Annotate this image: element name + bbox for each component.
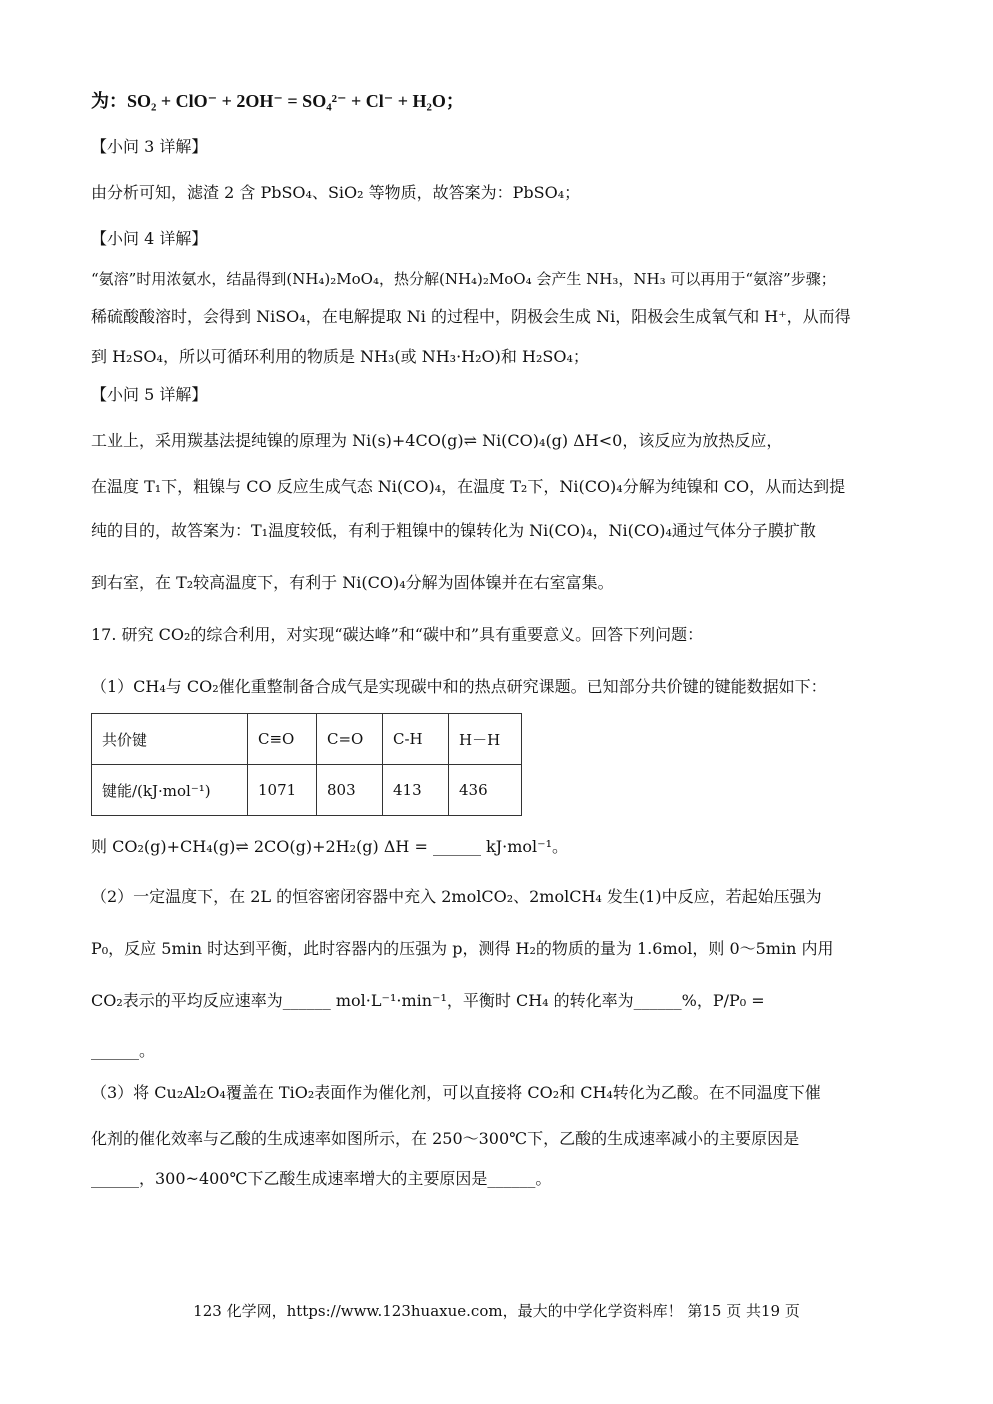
table-cell: C-H [383, 714, 449, 765]
text-line: 稀硫酸酸溶时，会得到 NiSO₄，在电解提取 Ni 的过程中，阴极会生成 Ni，阳极会生成氧气和 H⁺，从而得 [91, 307, 851, 326]
table-cell: 413 [383, 765, 449, 816]
text-line: 由分析可知，滤渣 2 含 PbSO₄、SiO₂ 等物质，故答案为：PbSO₄； [91, 183, 581, 202]
bond-energy-table [91, 713, 522, 816]
table-row [92, 714, 522, 765]
text-line: ______。 [91, 1041, 156, 1060]
text-line: 工业上，采用羰基法提纯镍的原理为 Ni(s)+4CO(g)⇌ Ni(CO)₄(g) ΔH<0，该反应为放热反应， [91, 431, 783, 450]
text-line: 则 CO₂(g)+CH₄(g)⇌ 2CO(g)+2H₂(g) ΔH = ______ kJ·mol⁻¹。 [91, 837, 569, 856]
page-footer: 123 化学网，https://www.123huaxue.com，最大的中学化学资料库！ 第15 页 共19 页 [193, 1302, 800, 1320]
text-line: P₀，反应 5min 时达到平衡，此时容器内的压强为 p，测得 H₂的物质的量为 1.6mol，则 0～5min 内用 [91, 939, 834, 958]
text-line: （1）CH₄与 CO₂催化重整制备合成气是实现碳中和的热点研究课题。已知部分共价键的键能数据如下： [91, 677, 827, 696]
text-line: 到 H₂SO₄，所以可循环利用的物质是 NH₃(或 NH₃·H₂O)和 H₂SO₄； [91, 347, 589, 366]
section-heading: 【小问 3 详解】 [91, 137, 208, 156]
text-line: CO₂表示的平均反应速率为______ mol·L⁻¹·min⁻¹，平衡时 CH₄ 的转化率为______%，P/P₀ = [91, 991, 765, 1010]
text-line: （3）将 Cu₂Al₂O₄覆盖在 TiO₂表面作为催化剂，可以直接将 CO₂和 CH₄转化为乙酸。在不同温度下催 [91, 1083, 821, 1102]
table-cell: 1071 [248, 765, 317, 816]
table-cell: C≡O [248, 714, 317, 765]
text-line: ______，300~400℃下乙酸生成速率增大的主要原因是______。 [91, 1169, 552, 1188]
section-heading: 【小问 4 详解】 [91, 229, 208, 248]
table-cell: H－H [449, 714, 522, 765]
table-cell: 803 [317, 765, 383, 816]
text-line: （2）一定温度下，在 2L 的恒容密闭容器中充入 2molCO₂、2molCH₄ 发生(1)中反应，若起始压强为 [91, 887, 822, 906]
section-heading: 【小问 5 详解】 [91, 385, 208, 404]
table-cell: 键能/(kJ·mol⁻¹) [92, 765, 248, 816]
text-line: 在温度 T₁下，粗镍与 CO 反应生成气态 Ni(CO)₄，在温度 T₂下，Ni(CO)₄分解为纯镍和 CO，从而达到提 [91, 477, 846, 496]
table-cell: 共价键 [92, 714, 248, 765]
text-line: “氨溶”时用浓氨水，结晶得到(NH₄)₂MoO₄，热分解(NH₄)₂MoO₄ 会产生 NH₃，NH₃ 可以再用于“氨溶”步骤； [91, 270, 836, 288]
table-row [92, 765, 522, 816]
question-heading: 17. 研究 CO₂的综合利用，对实现“碳达峰”和“碳中和”具有重要意义。回答下列问题： [91, 625, 704, 644]
text-line: 到右室，在 T₂较高温度下，有利于 Ni(CO)₄分解为固体镍并在右室富集。 [91, 573, 614, 592]
text-line: 化剂的催化效率与乙酸的生成速率如图所示，在 250～300℃下，乙酸的生成速率减小的主要原因是 [91, 1129, 800, 1148]
table-cell: C=O [317, 714, 383, 765]
text-line: 为：SO₂ + ClO⁻ + 2OH⁻ = SO₄²⁻ + Cl⁻ + H₂O； [91, 91, 464, 111]
text-line: 纯的目的，故答案为：T₁温度较低，有利于粗镍中的镍转化为 Ni(CO)₄，Ni(CO)₄通过气体分子膜扩散 [91, 521, 816, 540]
table-cell: 436 [449, 765, 522, 816]
